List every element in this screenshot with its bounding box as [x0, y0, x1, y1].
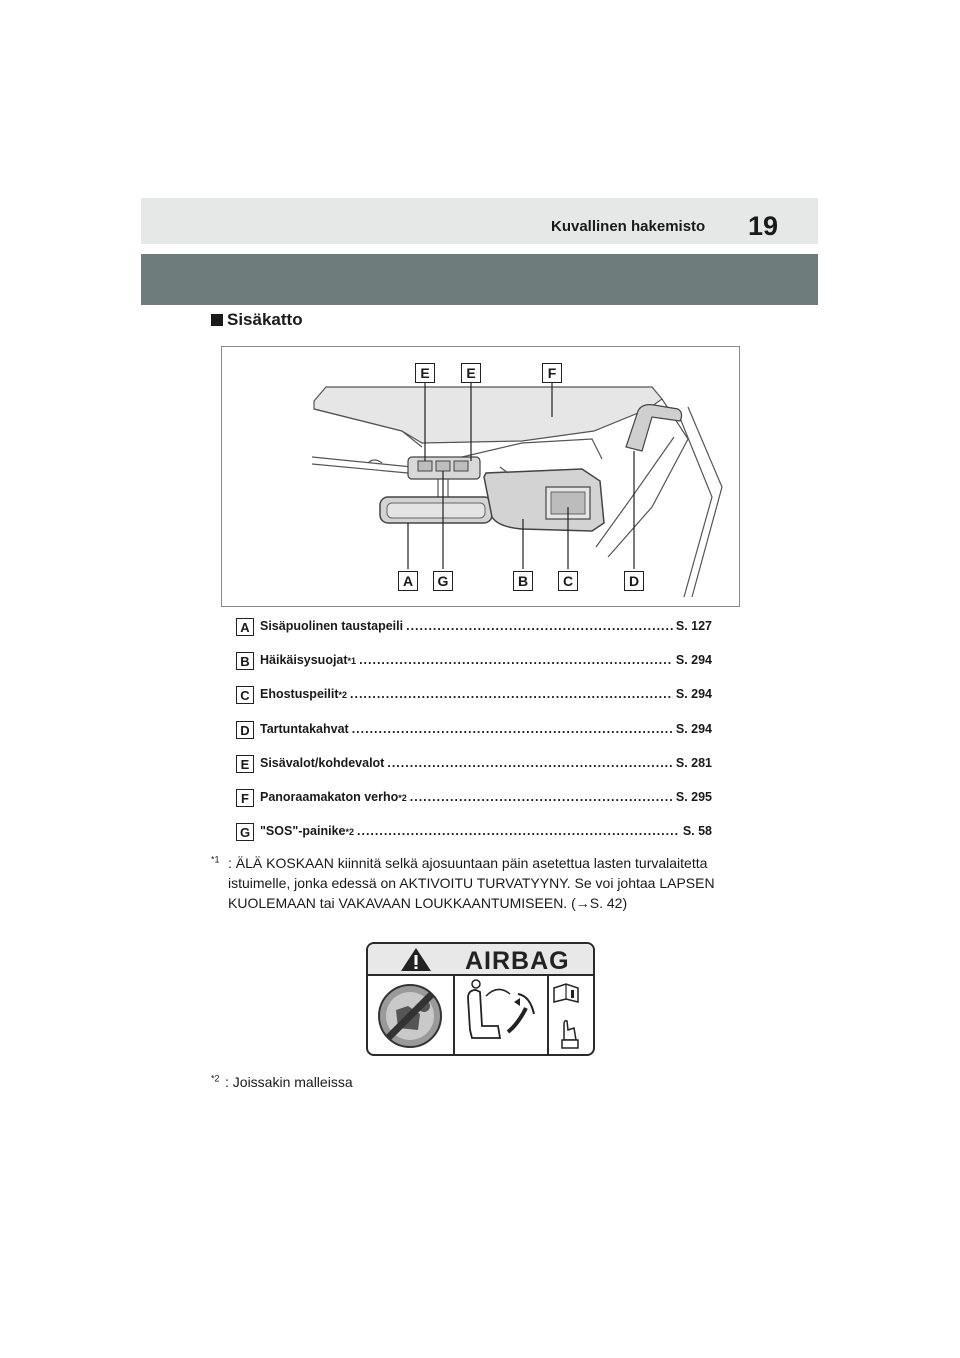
list-item — [236, 618, 726, 638]
item-page-ref[interactable]: S. 281 — [675, 756, 712, 770]
list-item — [236, 755, 726, 775]
section-heading-text: Sisäkatto — [227, 310, 303, 329]
item-letter: B — [236, 652, 254, 670]
footnote-1 — [211, 853, 715, 911]
airbag-warning-label — [366, 942, 595, 1056]
item-label: Panoraamakaton verho — [260, 790, 399, 804]
list-item: G "SOS"-painike *2 ..... S. 58 — [236, 823, 726, 843]
item-label: Sisävalot/kohdevalot — [260, 756, 385, 770]
item-page-ref[interactable]: S. 294 — [675, 687, 712, 701]
item-label: "SOS"-painike — [260, 824, 346, 838]
section-heading — [211, 310, 303, 330]
footnote-2 — [211, 1072, 353, 1092]
interior-roof-figure — [221, 346, 740, 607]
item-page-ref[interactable]: S. 294 — [675, 722, 712, 736]
section-title: Kuvallinen hakemisto — [551, 218, 706, 235]
list-item: B Häikäisysuojat *1 ..... S. 294 — [236, 652, 726, 672]
page-number: 19 — [748, 211, 779, 241]
footnote-text: : Joissakin malleissa — [225, 1074, 353, 1090]
callout-e-right: E — [461, 363, 481, 383]
item-page-ref[interactable]: S. 127 — [675, 619, 712, 633]
square-bullet-icon — [211, 314, 223, 326]
item-letter: E — [236, 755, 254, 773]
item-label: Ehostuspeilit — [260, 687, 339, 701]
seat-icon — [468, 990, 500, 1038]
airbag-word: AIRBAG — [465, 947, 570, 975]
callout-a: A — [398, 571, 418, 591]
footnote-mark: *1 — [211, 854, 220, 865]
item-page-ref[interactable]: S. 294 — [675, 653, 712, 667]
item-letter: C — [236, 686, 254, 704]
item-letter: D — [236, 721, 254, 739]
item-page-ref[interactable]: S. 295 — [675, 790, 712, 804]
header-bar — [141, 198, 818, 244]
header-band — [141, 254, 818, 305]
callout-c: C — [558, 571, 578, 591]
pointing-hand-icon — [564, 1021, 576, 1040]
footnote-mark: *2 — [211, 1073, 220, 1084]
item-letter: F — [236, 789, 254, 807]
callout-g: G — [433, 571, 453, 591]
item-label: Tartuntakahvat — [260, 722, 349, 736]
list-item: C Ehostuspeilit *2 ..... S. 294 — [236, 686, 726, 706]
callout-d: D — [624, 571, 644, 591]
callout-e-left: E — [415, 363, 435, 383]
footnote-text: : ÄLÄ KOSKAAN kiinnitä selkä ajosuuntaan päin asetettua lasten turvalaitetta istuimelle, jonka edessä on AKTIVOITU TURVATYYNY. Se voi johtaa LAPSEN KUOLEMAAN tai VAKAVAAN LOUKKAANTUMISEEN. (→S. 42) — [228, 855, 715, 911]
item-page-ref[interactable]: S. 58 — [682, 824, 712, 838]
list-item — [236, 721, 726, 741]
item-label: Sisäpuolinen taustapeili — [260, 619, 404, 633]
callout-b: B — [513, 571, 533, 591]
item-letter: A — [236, 618, 254, 636]
roof-illustration — [222, 347, 739, 606]
list-item: F Panoraamakaton verho *2 ..... S. 295 — [236, 789, 726, 809]
callout-f: F — [542, 363, 562, 383]
item-letter: G — [236, 823, 254, 841]
item-label: Häikäisysuojat — [260, 653, 348, 667]
